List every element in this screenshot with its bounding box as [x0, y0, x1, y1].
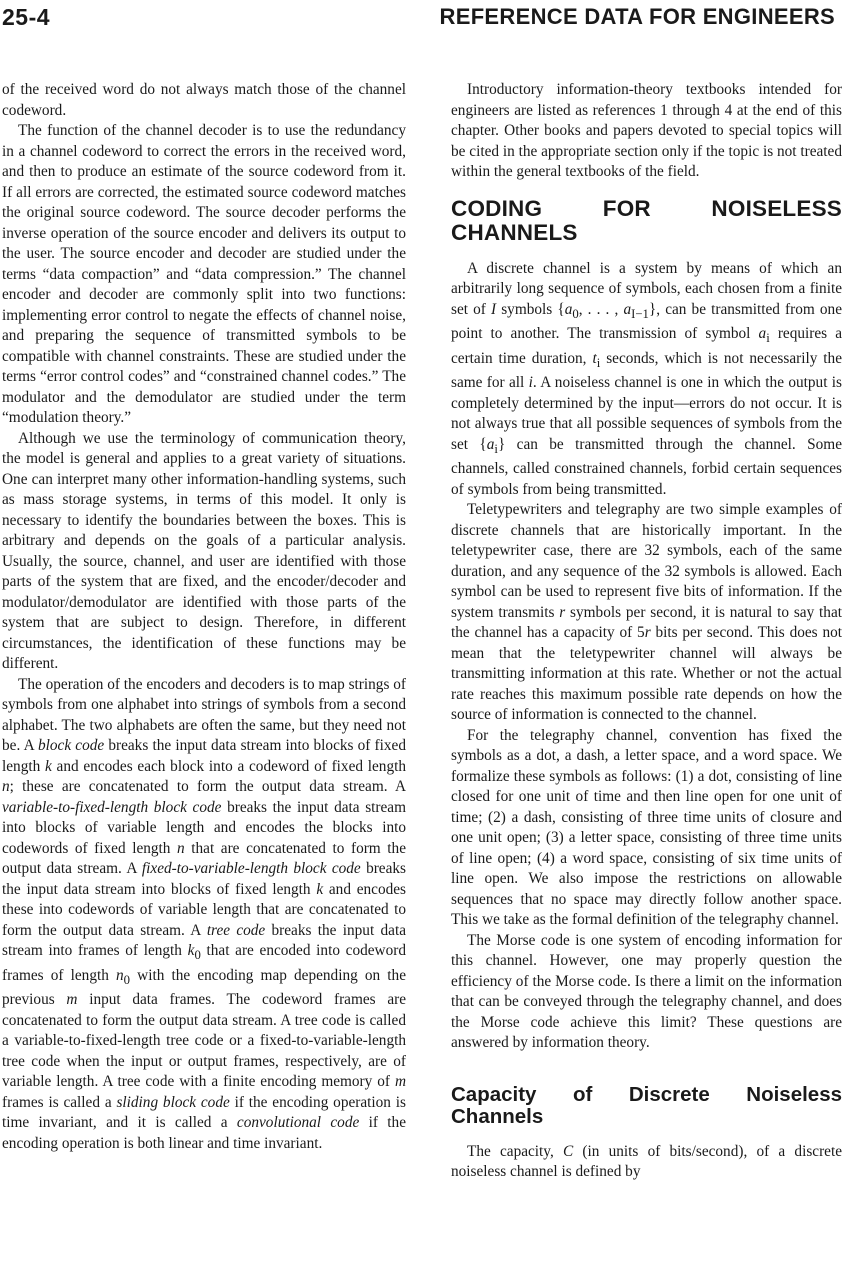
text-run: ; these are concatenated to form the output data stream. A: [9, 778, 406, 795]
variable-k0: k: [187, 942, 195, 959]
subscript: i: [766, 331, 770, 346]
text-run: symbols per second, it is natural to say that the channel has a capacity of 5: [451, 603, 842, 642]
text-run: and encodes each block into a codeword of fixed length: [51, 757, 407, 775]
text-run: that are concatenated to form the output data stream. A: [2, 839, 406, 877]
subsection-heading: Capacity of Discrete Noiseless Channels: [451, 1082, 842, 1128]
variable-a: a: [623, 300, 632, 318]
variable-m: m: [394, 1073, 406, 1091]
variable-r: r: [559, 603, 566, 621]
variable-a: a: [486, 435, 495, 453]
term-fixed-to-variable: fixed-to-variable-length block code: [141, 860, 361, 877]
text-run: breaks the input data stream into blocks of variable length and encodes the blocks into codewords of fixed length: [2, 798, 406, 857]
paragraph-morse-code: The Morse code is one system of encoding information for this channel. However, one may properly question the efficiency of the Morse code. Is there a limit on the information that can be conveyed through the telegraphy channel, and does the Morse code achieve this limit? These questions are answered by information theory.: [451, 931, 842, 1052]
text-run: symbols {: [496, 300, 565, 318]
paragraph-terminology: Although we use the terminology of communication theory, the model is general and applies to a great variety of situations. One can interpret many other information-handling systems, such as mass storage systems, in terms of this model. It only is necessary to identify the boundaries between the boxes. This is arbitrary and depends on the goals of a particular analysis. Usually, the source, channel, and user are identified with those parts of the system that are fixed, and the encoder/decoder and modulator/demodulator are identified with those parts of the system that are subject to design. Therefore, in different circumstances, the identification of these functions may be different.: [2, 429, 406, 672]
variable-k: k: [316, 880, 324, 898]
paragraph-channel-decoder: The function of the channel decoder is to use the redundancy in a channel codeword to correct the errors in the received word, and then to produce an estimate of the source codeword from it. If all errors are corrected, the estimated source codeword matches the original source codeword. The source decoder performs the inverse operation of the source encoder and delivers its output to the user. The source encoder and decoder are studied under the terms “data compaction” and “data compression.” The channel encoder and decoder are commonly split into two functions: implementing error control to negate the effects of channel noise, and preparing the sequence of transmitted symbols to be compatible with channel constraints. These are studied under the terms “error control codes” and “constrained channel codes.” The modulator and the demodulator are studied under the term “modulation theory.”: [2, 122, 406, 426]
text-run: The capacity,: [467, 1142, 563, 1160]
right-column: [451, 80, 842, 1183]
text-run: requires a certain time duration,: [451, 325, 842, 367]
page-number: 25-4: [2, 4, 51, 30]
variable-n0: n: [116, 966, 124, 984]
term-tree-code: tree code: [206, 921, 266, 939]
text-run: if the encoding operation is both linear and time invariant.: [2, 1114, 406, 1152]
variable-a: a: [758, 325, 767, 343]
text-run: breaks the input data stream into blocks of fixed length: [2, 737, 406, 775]
text-run: }, can be transmitted from one point to another. The transmission of symbol: [451, 300, 842, 343]
text-run: bits per second. This does not mean that the teletypewriter channel will always be transmitting information at this rate. Whether or not the actual rate reaches this maximum possible rate depends on how the source of information is connected to the channel.: [451, 624, 842, 724]
text-run: breaks the input data stream into blocks of fixed length: [2, 860, 406, 898]
subscript: 0: [572, 306, 579, 321]
text-run: . A noiseless channel is one in which the output is completely determined by the input—errors do not occur. It is not always true that all possible sequences of symbols from the set {: [451, 374, 843, 453]
text-run: Teletypewriters and telegraphy are two simple examples of discrete channels that are historically important. In the teletypewriter case, there are 32 symbols, each of the same duration, and any sequence of the 32 symbols is allowed. Each symbol can be used to represent five bits of information. If the system transmits: [451, 501, 842, 621]
variable-m: m: [66, 991, 78, 1009]
paragraph-teletypewriters: [451, 500, 842, 726]
subscript: i: [596, 355, 601, 370]
paragraph-discrete-channel: [451, 259, 842, 501]
term-variable-to-fixed: variable-to-fixed-length block code: [2, 798, 222, 816]
paragraph-encoders: [2, 675, 406, 1155]
paragraph-telegraphy: For the telegraphy channel, convention has fixed the symbols as a dot, a dash, a letter space, and a word space. We formalize these symbols as follows: (1) a dot, consisting of line closed for one unit of time and then line open for one unit of time; (2) a dash, consisting of three time units of closure and one unit open; (3) a letter space, consisting of three time units of line open; (4) a word space, consisting of six time units of line open. We also impose the restrictions on allowable sequences that no space may directly follow another space. This we take as the formal definition of the telegraphy channel.: [451, 726, 842, 929]
text-run: with the encoding map depending on the previous: [2, 966, 406, 1009]
variable-a: a: [564, 300, 573, 318]
text-run: A discrete channel is a system by means of which an arbitrarily long sequence of symbols, each chosen from a finite set of: [451, 259, 842, 318]
variable-r: r: [644, 624, 651, 642]
paragraph-capacity: [451, 1142, 842, 1183]
text-run: breaks the input data stream into frames of length: [2, 921, 406, 959]
text-run: that are encoded into codeword frames of length: [2, 942, 406, 984]
text-run: seconds, which is not necessarily the same for all: [451, 349, 842, 392]
subscript: I−1: [631, 306, 649, 321]
term-sliding-block-code: sliding block code: [116, 1093, 230, 1111]
variable-t: t: [592, 349, 597, 367]
subscript: 0: [123, 972, 131, 987]
variable-C: C: [563, 1142, 574, 1160]
text-run: The operation of the encoders and decoders is to map strings of symbols from one alphabet into strings of symbols from a second alphabet. The two alphabets are often the same, but they need not be. A: [2, 675, 406, 754]
subscript: i: [494, 441, 498, 456]
section-heading: CODING FOR NOISELESS CHANNELS: [451, 195, 842, 245]
text-run: , . . . ,: [578, 300, 624, 318]
text-run: input data frames. The codeword frames are concatenated to form the output data stream. A tree code is called a variable-to-fixed-length tree code or a fixed-to-variable-length tree code when the input or output frames, respectively, are of variable length. A tree code with a finite encoding memory of: [2, 991, 406, 1091]
variable-I: I: [490, 300, 497, 318]
paragraph-continuation: of the received word do not always match those of the channel codeword.: [2, 81, 406, 119]
term-convolutional-code: convolutional code: [236, 1114, 360, 1132]
text-run: frames is called a: [2, 1093, 117, 1111]
text-run: } can be transmitted through the channel. Some channels, called constrained channels, forbid certain sequences of symbols from being transmitted.: [451, 435, 842, 498]
page-header: [0, 0, 847, 40]
text-run: (in units of bits/second), of a discrete noiseless channel is defined by: [451, 1142, 842, 1181]
variable-k: k: [45, 757, 52, 775]
variable-n: n: [177, 839, 185, 857]
variable-i: i: [528, 374, 533, 392]
paragraph-intro: Introductory information-theory textbooks intended for engineers are listed as references 1 through 4 at the end of this chapter. Other books and papers devoted to special topics will be cited in the appropriate section only if the topic is not treated within the general textbooks of the field.: [451, 81, 842, 180]
subscript: 0: [194, 948, 201, 963]
text-run: if the encoding operation is time invariant, and it is called a: [2, 1093, 406, 1132]
variable-n: n: [2, 778, 10, 795]
term-block-code: block code: [37, 737, 105, 754]
running-title: REFERENCE DATA FOR ENGINEERS: [439, 4, 835, 29]
text-run: and encodes these into codewords of variable length that are concatenated to form the output data stream. A: [2, 880, 406, 939]
left-column: [2, 80, 406, 1154]
